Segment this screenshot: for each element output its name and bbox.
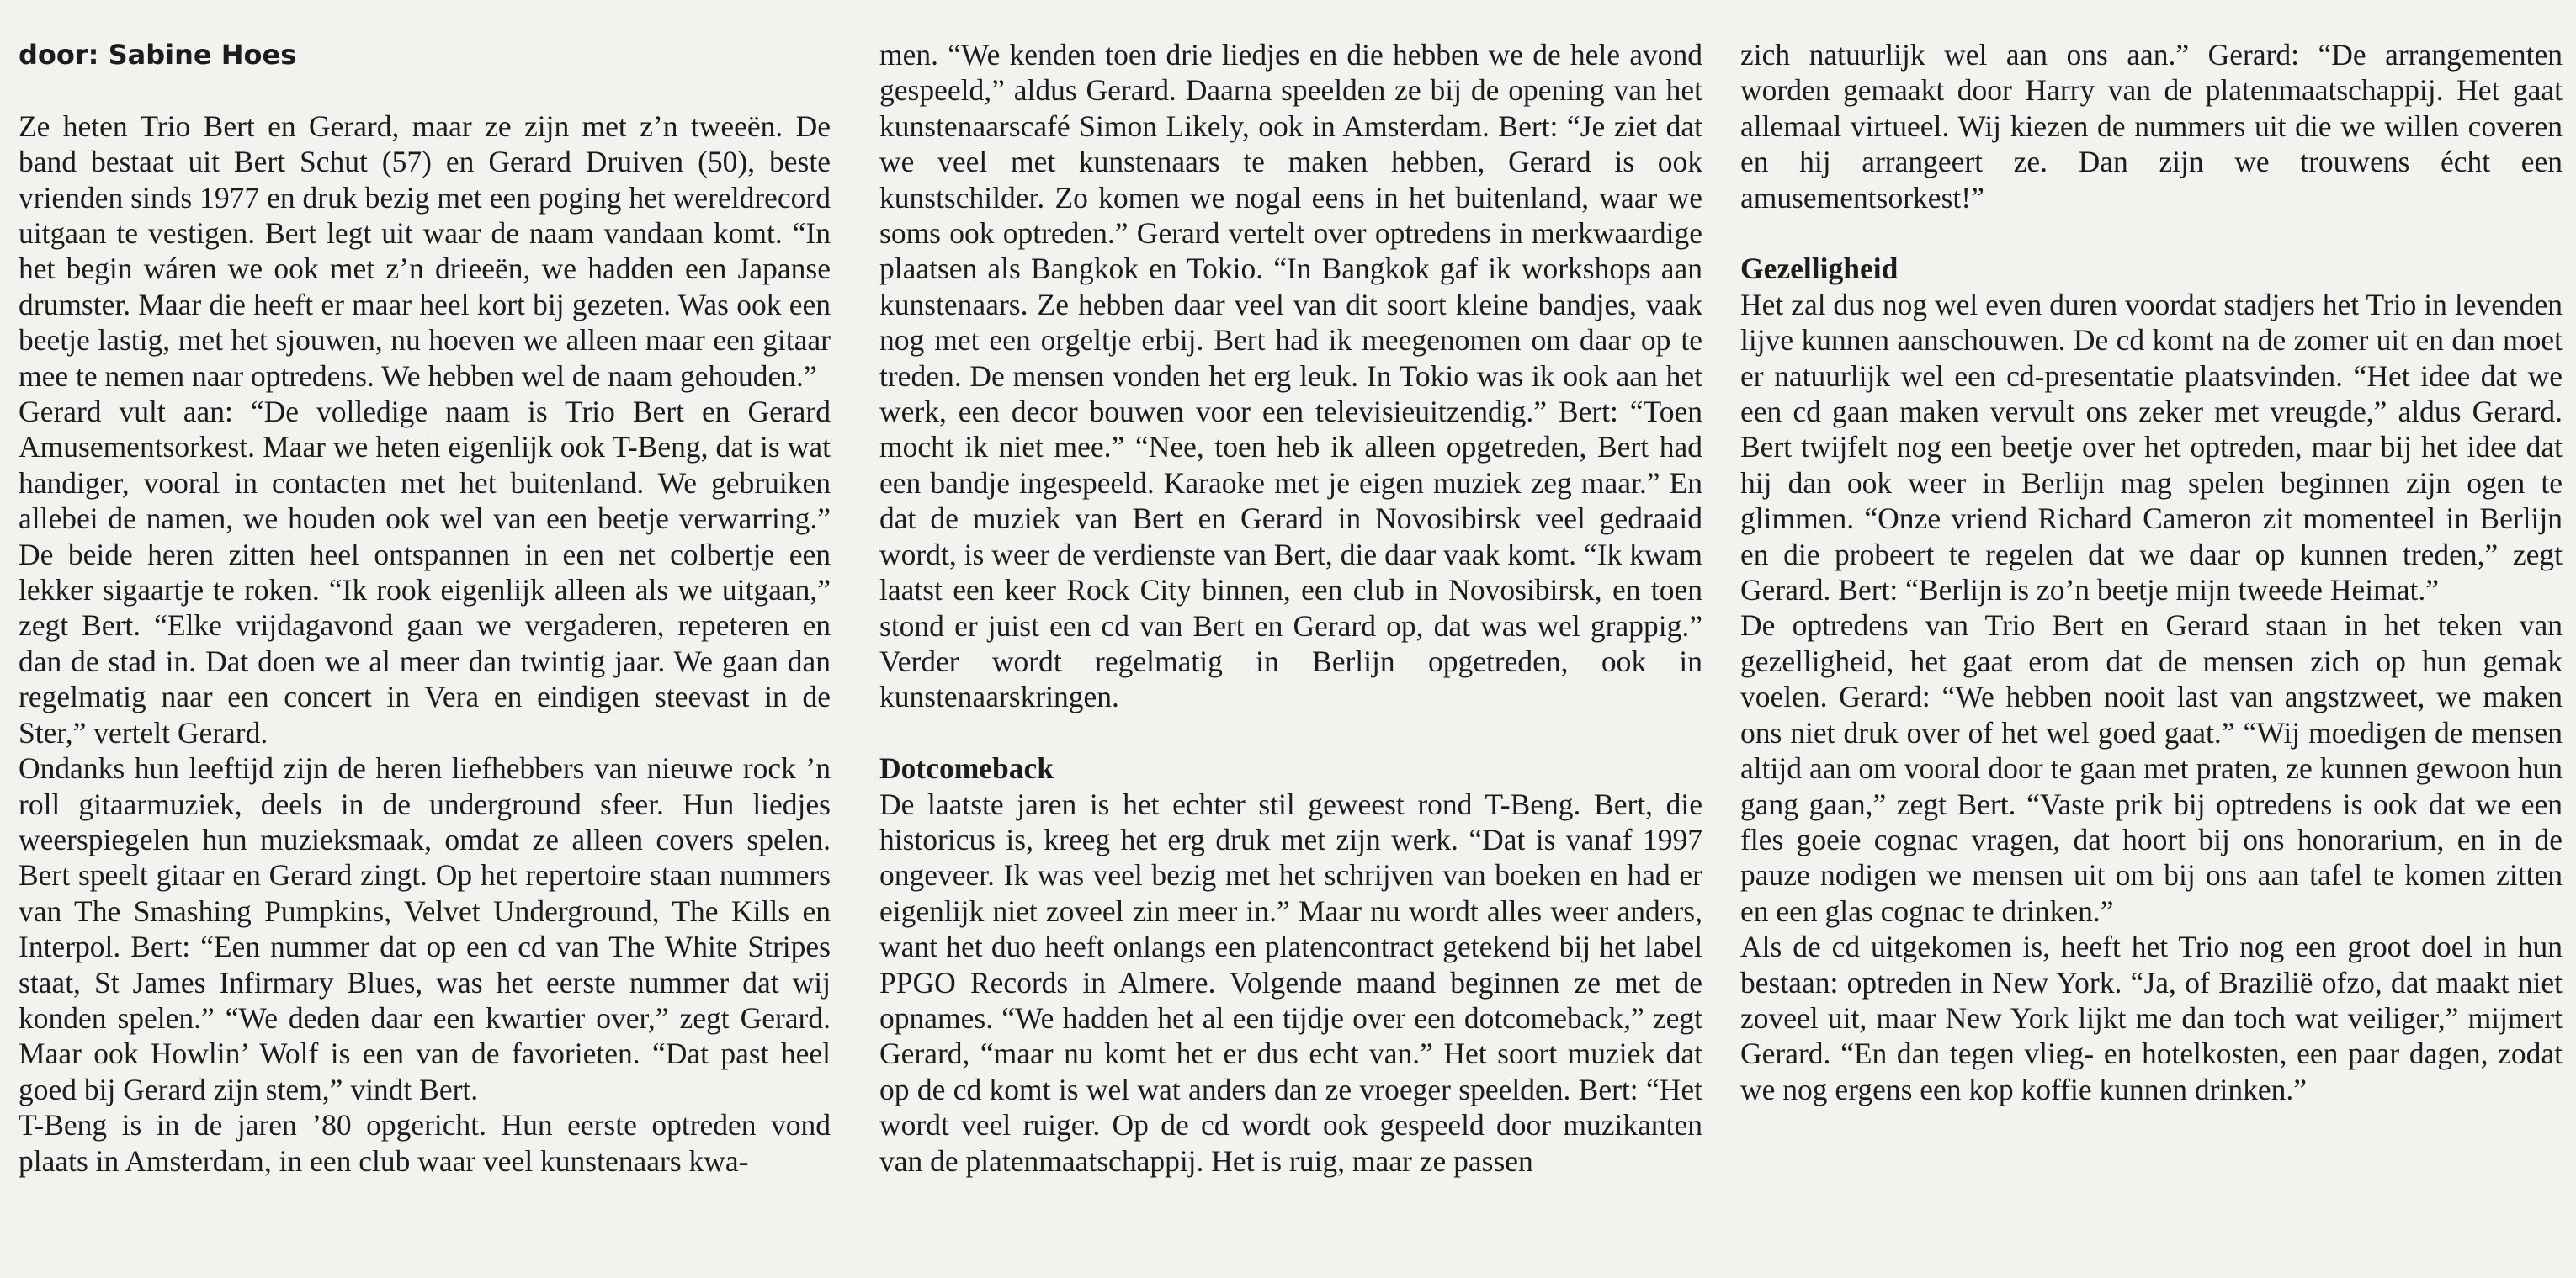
paragraph: De laatste jaren is het echter stil geweest rond T-Beng. Bert, die historicus is, kreeg het erg druk met zijn werk. “Dat is vanaf 1997 ongeveer. Ik was veel bezig met het schrijven van boeken en had er eigenlijk niet zoveel zin meer in.” Maar nu wordt alles weer anders, want het duo heeft onlangs een platencontract getekend bij het label PPGO Records in Almere. Volgende maand beginnen ze met de opnames. “We hadden het al een tijdje over een dotcomeback,” zegt Gerard, “maar nu komt het er dus echt van.” Het soort muziek dat op de cd komt is wel wat anders dan ze vroeger speelden. Bert: “Het wordt veel ruiger. Op de cd wordt ook gespeeld door muzikanten van de platenmaatschappij. Het is ruig, maar ze passen bbox=[879, 787, 1702, 1178]
paragraph: zich natuurlijk wel aan ons aan.” Gerard: “De arrangementen worden gemaakt door Harry van de platenmaatschappij. Het gaat allemaal virtueel. Wij kiezen de nummers uit die we willen coveren en hij arrangeert ze. Dan zijn we trouwens écht een amusementsorkest!” bbox=[1740, 38, 2563, 215]
paragraph: Gerard vult aan: “De volledige naam is Trio Bert en Gerard Amusementsorkest. Maar we heten eigenlijk ook T-Beng, dat is wat handiger, vooral in contacten met het buitenland. We gebruiken allebei de namen, we houden ook wel van een beetje verwarring.” De beide heren zitten heel ontspannen in een net colbertje een lekker sigaartje te roken. “Ik rook eigenlijk alleen als we uitgaan,” zegt Bert. “Elke vrijdagavond gaan we vergaderen, repeteren en dan de stad in. Dat doen we al meer dan twintig jaar. We gaan dan regelmatig naar een concert in Vera en eindigen steevast in de Ster,” vertelt Gerard. bbox=[19, 395, 831, 750]
column-1 bbox=[19, 37, 831, 1179]
column-2 bbox=[879, 37, 1702, 1179]
spacer bbox=[1740, 215, 2563, 251]
spacer bbox=[879, 715, 1702, 750]
paragraph: Het zal dus nog wel even duren voordat stadjers het Trio in levenden lijve kunnen aanschouwen. De cd komt na de zomer uit en dan moet er natuurlijk wel een cd-presentatie plaatsvinden. “Het idee dat we een cd gaan maken vervult ons zeker met vreugde,” aldus Gerard. Bert twijfelt nog een beetje over het optreden, maar bij het idee dat hij dan ook weer in Berlijn mag spelen beginnen zijn ogen te glimmen. “Onze vriend Richard Cameron zit momenteel in Berlijn en die probeert te regelen dat we daar op kunnen treden,” zegt Gerard. Bert: “Berlijn is zo’n beetje mijn tweede Heimat.” bbox=[1740, 287, 2563, 607]
subheading-gezelligheid: Gezelligheid bbox=[1740, 252, 1899, 286]
paragraph: Ondanks hun leeftijd zijn de heren liefhebbers van nieuwe rock ’n roll gitaarmuziek, deels in de underground sfeer. Hun liedjes weerspiegelen hun muzieksmaak, omdat ze alleen covers spelen. Bert speelt gitaar en Gerard zingt. Op het repertoire staan nummers van The Smashing Pumpkins, Velvet Underground, The Kills en Interpol. Bert: “Een nummer dat op een cd van The White Stripes staat, St James Infirmary Blues, was het eerste nummer dat wij konden spelen.” “We deden daar een kwartier over,” zegt Gerard. Maar ook Howlin’ Wolf is een van de favorieten. “Dat past heel goed bij Gerard zijn stem,” vindt Bert. bbox=[19, 751, 831, 1106]
column-3 bbox=[1740, 37, 2563, 1107]
paragraph: De optredens van Trio Bert en Gerard staan in het teken van gezelligheid, het gaat erom dat de mensen zich op hun gemak voelen. Gerard: “We hebben nooit last van angstzweet, we maken ons niet druk over of het wel goed gaat.” “Wij moedigen de mensen altijd aan om vooral door te gaan met praten, ze kunnen gewoon hun gang gaan,” zegt Bert. “Vaste prik bij optredens is ook dat we een fles goeie cognac vragen, dat hoort bij ons honorarium, en in de pauze nodigen we mensen uit om bij ons aan tafel te komen zitten en een glas cognac te drinken.” bbox=[1740, 608, 2563, 928]
subheading-dotcomeback: Dotcomeback bbox=[879, 751, 1054, 786]
paragraph: men. “We kenden toen drie liedjes en die hebben we de hele avond gespeeld,” aldus Gerard. Daarna speelden ze bij de opening van het kunstenaarscafé Simon Likely, ook in Amsterdam. Bert: “Je ziet dat we veel met kunstenaars te maken hebben, Gerard is ook kunstschilder. Zo komen we nogal eens in het buitenland, waar we soms ook optreden.” Gerard vertelt over optredens in merkwaardige plaatsen als Bangkok en Tokio. “In Bangkok gaf ik workshops aan kunstenaars. Ze hebben daar veel van dit soort kleine bandjes, vaak nog met een orgeltje erbij. Bert had ik meegenomen om daar op te treden. De mensen vonden het erg leuk. In Tokio was ik ook aan het werk, een decor bouwen voor een televisieuitzendig.” Bert: “Toen mocht ik niet mee.” “Nee, toen heb ik alleen opgetreden, Bert had een bandje ingespeeld. Karaoke met je eigen muziek zeg maar.” En dat de muziek van Bert en Gerard in Novosibirsk veel gedraaid wordt, is weer de verdienste van Bert, die daar vaak komt. “Ik kwam laatst een keer Rock City binnen, een club in Novosibirsk, en toen stond er juist een cd van Bert en Gerard op, dat was wel grappig.” Verder wordt regelmatig in Berlijn opgetreden, ook in kunstenaarskringen. bbox=[879, 38, 1702, 714]
spacer bbox=[19, 72, 831, 108]
paragraph: Ze heten Trio Bert en Gerard, maar ze zijn met z’n tweeën. De band bestaat uit Bert Schut (57) en Gerard Druiven (50), beste vrienden sinds 1977 en druk bezig met een poging het wereldrecord uitgaan te vestigen. Bert legt uit waar de naam vandaan komt. “In het begin wáren we ook met z’n drieeën, we hadden een Japanse drumster. Maar die heeft er maar heel kort bij gezeten. Was ook een beetje lastig, met het sjouwen, nu hoeven we alleen maar een gitaar mee te nemen naar optredens. We hebben wel de naam gehouden.” bbox=[19, 109, 831, 393]
paragraph: T-Beng is in de jaren ’80 opgericht. Hun eerste optreden vond plaats in Amsterdam, in een club waar veel kunstenaars kwa- bbox=[19, 1108, 831, 1178]
byline: door: Sabine Hoes bbox=[19, 39, 297, 71]
paragraph: Als de cd uitgekomen is, heeft het Trio nog een groot doel in hun bestaan: optreden in New York. “Ja, of Brazilië ofzo, dat maakt niet zoveel uit, maar New York lijkt me dan toch wat veiliger,” mijmert Gerard. “En dan tegen vlieg- en hotelkosten, een paar dagen, zodat we nog ergens een kop koffie kunnen drinken.” bbox=[1740, 930, 2563, 1106]
